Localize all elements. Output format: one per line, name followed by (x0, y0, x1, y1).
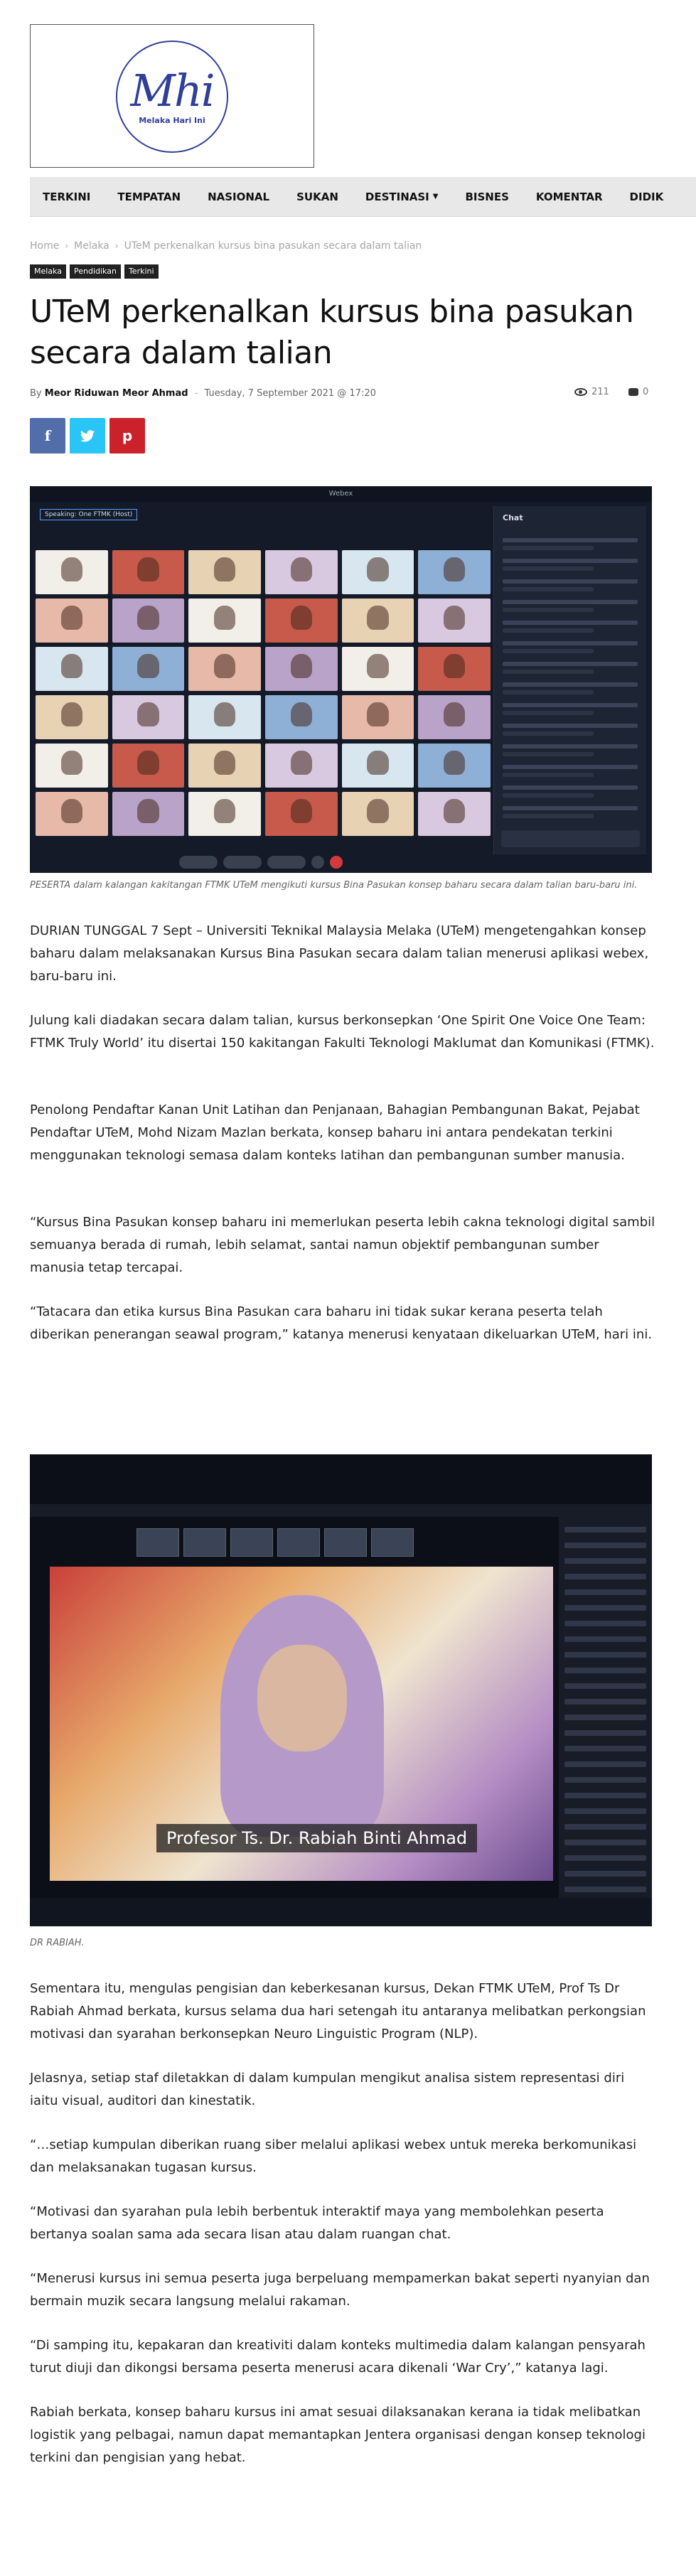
article-paragraph: Sementara itu, mengulas pengisian dan keberkesanan kursus, Dekan FTMK UTeM, Prof Ts Dr Rabiah Ahmad berkata, kursus selama dua hari setengah itu antaranya melibatkan perkongsian motivasi dan syarahan berkonsepkan Neuro Linguistic Program (NLP). (30, 1981, 646, 2041)
view-count-value: 211 (591, 387, 609, 397)
logo-text: Melaka Hari Ini (139, 115, 205, 125)
chat-message-line (503, 806, 638, 810)
chat-message-line (503, 744, 638, 748)
chat-message-line (503, 703, 638, 707)
speaker-name-overlay: Profesor Ts. Dr. Rabiah Binti Ahmad (156, 1824, 477, 1852)
logo-mark: Mhi (130, 64, 214, 117)
chat-message-line (503, 621, 638, 625)
participant-thumbnails (136, 1528, 414, 1557)
chat-message-line (503, 628, 594, 633)
participant-tile (342, 695, 414, 739)
webex-chat-panel (493, 506, 646, 854)
chevron-right-icon: › (65, 241, 69, 251)
chat-message-line (503, 567, 594, 571)
participant-thumbnail (136, 1528, 179, 1557)
image-caption: DR RABIAH. (30, 1938, 85, 1948)
chat-message-line (503, 662, 638, 666)
breadcrumb-section[interactable]: Melaka (74, 240, 109, 252)
participant-tile (265, 550, 338, 594)
participant-tile (112, 792, 185, 836)
participant-tile (36, 792, 108, 836)
participant-tile (418, 647, 491, 691)
webex-speaking-label: Speaking: One FTMK (Host) (40, 509, 137, 520)
participant-thumbnail (324, 1528, 367, 1557)
chevron-down-icon: ▼ (432, 193, 439, 200)
participant-thumbnail (371, 1528, 414, 1557)
article-paragraph: Jelasnya, setiap staf diletakkan di dalam kumpulan mengikut analisa sistem representasi diri iaitu visual, auditori dan kinestatik. (30, 2071, 625, 2108)
participant-row (564, 1730, 646, 1736)
participant-tile (112, 647, 185, 691)
webex-title-bar (30, 1504, 652, 1517)
chat-message-line (503, 682, 638, 687)
chat-message-line (503, 579, 638, 584)
article-paragraph: Rabiah berkata, konsep baharu kursus ini amat sesuai dilaksanakan kerana ia tidak melibatkan logistik yang pelbagai, namun dapat memantapkan Jentera organisasi dengan konsep teknologi terkini dan pengisian yang hebat. (30, 2405, 646, 2465)
article-paragraph: DURIAN TUNGGAL 7 Sept – Universiti Teknikal Malaysia Melaka (UTeM) mengetengahkan konsep baharu dalam melaksanakan Kursus Bina Pasukan secara dalam talian menerusi aplikasi webex, baru-baru ini. (30, 923, 649, 984)
comment-count-value: 0 (643, 387, 649, 397)
view-count (574, 387, 609, 397)
participant-tile (265, 792, 338, 836)
participant-tile (418, 599, 491, 643)
participant-row (564, 1558, 646, 1564)
article-paragraph: “Menerusi kursus ini semua peserta juga berpeluang mempamerkan bakat seperti nyanyian dan bermain muzik secara langsung melalui rakaman. (30, 2271, 650, 2309)
participant-row (564, 1855, 646, 1861)
participant-tile (36, 744, 108, 788)
chat-message-line (503, 765, 638, 769)
chat-message-line (503, 773, 594, 777)
participant-row (564, 1542, 646, 1548)
category-tags (30, 264, 159, 279)
participant-row (564, 1652, 646, 1658)
chat-message-line (503, 641, 638, 645)
participant-tile (342, 599, 414, 643)
tag-pendidikan[interactable]: Pendidikan (70, 264, 121, 279)
chat-message-line (503, 587, 594, 591)
share-buttons (30, 418, 145, 454)
chat-messages (494, 538, 646, 818)
twitter-share-button[interactable] (70, 418, 105, 454)
nav-item-nasional[interactable]: NASIONAL (208, 190, 270, 203)
article-paragraph: Julung kali diadakan secara dalam talian, kursus berkonsepkan ‘One Spirit One Voice One Team: FTMK Truly World’ itu disertai 150 kakitangan Fakulti Teknologi Maklumat dan Komunikasi (FTMK). (30, 1013, 655, 1051)
pinterest-share-button[interactable]: p (109, 418, 145, 454)
participant-row (564, 1793, 646, 1798)
chat-message-line (503, 814, 594, 818)
participant-row (564, 1574, 646, 1579)
eye-icon (574, 388, 587, 396)
article-paragraph: “…setiap kumpulan diberikan ruang siber melalui aplikasi webex untuk mereka berkomunikasi dan melaksanakan tugasan kursus. (30, 2137, 637, 2175)
participant-row (564, 1777, 646, 1783)
participant-tile (418, 792, 491, 836)
participant-row (564, 1761, 646, 1767)
chat-message-line (503, 608, 594, 612)
nav-item-bisnes[interactable]: BISNES (465, 190, 509, 203)
chat-message-line (503, 559, 638, 563)
participant-row (564, 1527, 646, 1533)
participant-row (564, 1871, 646, 1877)
twitter-bird-icon (80, 430, 95, 442)
participant-tile (36, 695, 108, 739)
participant-tile (188, 792, 261, 836)
participant-thumbnail (183, 1528, 226, 1557)
article-paragraph: “Motivasi dan syarahan pula lebih berbentuk interaktif maya yang membolehkan peserta bertanya soalan sama ada secara lisan atau dalam ruangan chat. (30, 2204, 604, 2242)
webex-control-bar (30, 852, 492, 873)
participant-tile (188, 695, 261, 739)
participant-row (564, 1621, 646, 1626)
video-control (223, 856, 262, 869)
nav-item-komentar[interactable]: KOMENTAR (535, 190, 603, 203)
participant-tile (112, 550, 185, 594)
participant-grid (36, 550, 491, 836)
tag-melaka[interactable]: Melaka (30, 264, 66, 279)
participant-tile (265, 647, 338, 691)
participant-row (564, 1605, 646, 1611)
nav-item-sukan[interactable]: SUKAN (296, 190, 338, 203)
chat-message-line (503, 785, 638, 790)
participant-tile (342, 647, 414, 691)
breadcrumb-home[interactable]: Home (30, 240, 60, 252)
main-nav (30, 177, 696, 217)
logo-emblem (116, 41, 228, 153)
nav-item-destinasi-label: DESTINASI (365, 190, 429, 203)
participant-tile (188, 550, 261, 594)
participant-tile (36, 550, 108, 594)
participant-tile (265, 744, 338, 788)
participant-row (564, 1699, 646, 1705)
participant-row (564, 1683, 646, 1689)
participant-tile (418, 744, 491, 788)
participant-tile (418, 550, 491, 594)
webex-title-bar: Webex (30, 486, 652, 502)
speaker-figure (220, 1595, 384, 1837)
participant-tile (36, 647, 108, 691)
comment-count[interactable] (628, 387, 648, 397)
chat-message-line (503, 724, 638, 728)
participant-thumbnail (230, 1528, 273, 1557)
participant-row (564, 1589, 646, 1595)
chat-message-line (503, 600, 638, 604)
participant-tile (112, 599, 185, 643)
main-speaker-video (50, 1567, 553, 1881)
participant-tile (342, 744, 414, 788)
article-image-dr-rabiah[interactable] (30, 1454, 652, 1926)
taskbar (30, 1898, 652, 1926)
participant-tile (342, 792, 414, 836)
participant-tile (36, 599, 108, 643)
chat-message-line (503, 538, 638, 542)
chat-message-line (503, 793, 594, 798)
article-meta (30, 388, 376, 399)
webex-chat-title: Chat (503, 513, 523, 522)
chat-message-line (503, 731, 594, 736)
participant-row (564, 1887, 646, 1892)
participant-row (564, 1714, 646, 1720)
participant-row (564, 1636, 646, 1642)
nav-item-destinasi[interactable] (352, 177, 452, 216)
breadcrumb-current: UTeM perkenalkan kursus bina pasukan secara dalam talian (124, 240, 422, 252)
facebook-share-button[interactable]: f (30, 418, 65, 454)
participant-tile (418, 695, 491, 739)
article-title: UTeM perkenalkan kursus bina pasukan secara dalam talian (30, 294, 634, 371)
article-paragraph: Penolong Pendaftar Kanan Unit Latihan dan Penjanaan, Bahagian Pembangunan Bakat, Pejabat Pendaftar UTeM, Mohd Nizam Mazlan berkata, konsep baharu ini antara pendekatan terkini menggunakan teknologi semasa dalam konteks latihan dan pembangunan sumber manusia. (30, 1102, 640, 1163)
end-call-control (330, 856, 343, 869)
nav-item-terkini[interactable]: TERKINI (43, 190, 91, 203)
mute-control (179, 856, 218, 869)
participant-tile (265, 599, 338, 643)
participant-thumbnail (277, 1528, 320, 1557)
participant-row (564, 1808, 646, 1814)
participant-row (564, 1668, 646, 1673)
article-paragraph: “Kursus Bina Pasukan konsep baharu ini memerlukan peserta lebih cakna teknologi digital sambil semuanya berada di rumah, lebih selamat, santai namun objektif pembangunan sumber manusia tetap tercapai. (30, 1215, 655, 1275)
participant-tile (188, 744, 261, 788)
chat-message-line (503, 711, 594, 715)
participant-tile (265, 695, 338, 739)
breadcrumb (30, 240, 422, 252)
participant-row (564, 1840, 646, 1845)
publish-date: Tuesday, 7 September 2021 @ 17:20 (204, 388, 376, 399)
participant-tile (112, 695, 185, 739)
more-control (311, 856, 324, 869)
participant-row (564, 1746, 646, 1751)
participant-tile (188, 647, 261, 691)
chat-message-line (503, 670, 594, 674)
image-caption: PESERTA dalam kalangan kakitangan FTMK UTeM mengikuti kursus Bina Pasukan konsep baharu secara dalam talian baru-baru ini. (30, 880, 638, 891)
participant-tile (112, 744, 185, 788)
comment-icon (628, 388, 638, 396)
share-control (267, 856, 306, 869)
nav-item-didik[interactable]: DIDIK (629, 190, 664, 203)
participant-row (564, 1824, 646, 1830)
tag-terkini[interactable]: Terkini (124, 264, 159, 279)
article-image-webex-session[interactable] (30, 486, 652, 873)
participants-panel (559, 1517, 652, 1915)
meta-separator: - (194, 388, 198, 399)
participant-tile (188, 599, 261, 643)
site-logo[interactable] (30, 24, 314, 168)
article-paragraph: “Tatacara dan etika kursus Bina Pasukan cara baharu ini tidak sukar kerana peserta telah diberikan penerangan seawal program,” katanya menerusi kenyataan dikeluarkan UTeM, hari ini. (30, 1304, 653, 1342)
byline-prefix: By (30, 388, 42, 399)
participant-tile (342, 550, 414, 594)
author-link[interactable]: Meor Riduwan Meor Ahmad (44, 388, 188, 399)
chat-message-line (503, 690, 594, 694)
article-paragraph: “Di samping itu, kepakaran dan kreativiti dalam konteks multimedia dalam kalangan pensyarah turut diuji dan dikongsi bersama peserta menerusi acara dikenali ‘War Cry’,” katanya lagi. (30, 2338, 646, 2376)
chat-message-line (503, 752, 594, 756)
chat-message-line (503, 649, 594, 653)
chat-input (501, 830, 640, 847)
chat-message-line (503, 546, 594, 550)
chevron-right-icon: › (114, 241, 119, 251)
nav-item-tempatan[interactable]: TEMPATAN (117, 190, 181, 203)
